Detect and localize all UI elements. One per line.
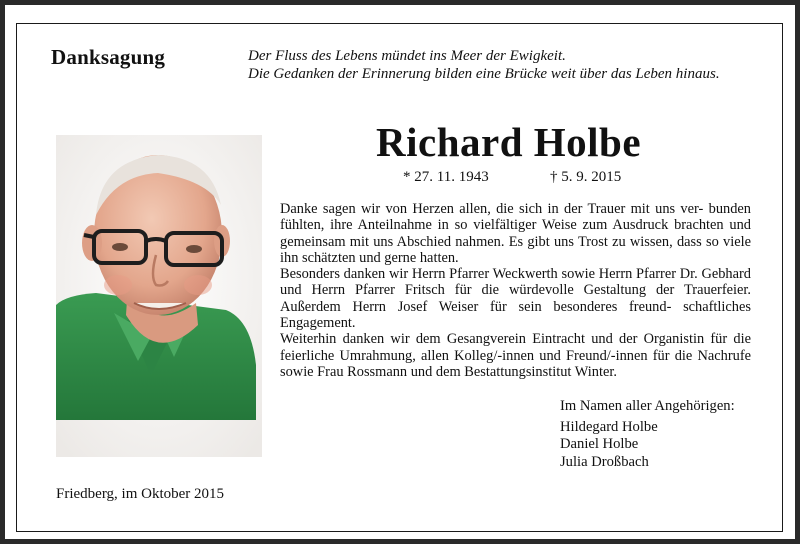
birth-date: * 27. 11. 1943 xyxy=(403,169,489,185)
thank-you-text xyxy=(280,201,751,380)
obituary-card xyxy=(5,5,795,539)
death-date: † 5. 9. 2015 xyxy=(550,169,622,185)
motto-line: Der Fluss des Lebens mündet ins Meer der Ewigkeit. xyxy=(248,48,566,64)
paragraph: Besonders danken wir Herrn Pfarrer Weckwerth sowie Herrn Pfarrer Dr. Gebhard und Herrn Pfarrer Fritsch für die würdevolle Gestaltung der Trauerfeier. Außerdem Herrn Josef Weiser für sein besonderes freund- schaftliches Engagement. xyxy=(280,266,751,332)
place-date: Friedberg, im Oktober 2015 xyxy=(56,486,225,502)
portrait-illustration xyxy=(56,135,262,457)
portrait-photo xyxy=(56,135,262,457)
motto xyxy=(248,47,720,83)
paragraph: Danke sagen wir von Herzen allen, die sich in der Trauer mit uns ver- bunden fühlten, ihre Anteilnahme in so vielfältiger Weise zum Ausdruck brachten und gemeinsam mit uns Abschied nahmen. Es gibt uns Trost zu wissen, dass so viele ihn schätzten und gerne hatten. xyxy=(280,201,751,266)
signature-intro: Im Namen aller Angehörigen: xyxy=(560,398,735,414)
deceased-name: Richard Holbe xyxy=(376,119,642,165)
signature-name: Daniel Holbe xyxy=(560,436,639,452)
signature-block xyxy=(560,398,735,471)
signature-name: Julia Droßbach xyxy=(560,453,649,470)
motto-line: Die Gedanken der Erinnerung bilden eine Brücke weit über das Leben hinaus. xyxy=(248,66,720,82)
signature-name: Hildegard Holbe xyxy=(560,418,658,435)
heading: Danksagung xyxy=(51,45,166,69)
paragraph: Weiterhin danken wir dem Gesangverein Eintracht und der Organistin für die feierliche Umrahmung, allen Kolleg/-innen und Freund/-innen für die Nachrufe sowie Frau Rossmann und dem Bestattungsinstitut Winter. xyxy=(280,331,751,380)
